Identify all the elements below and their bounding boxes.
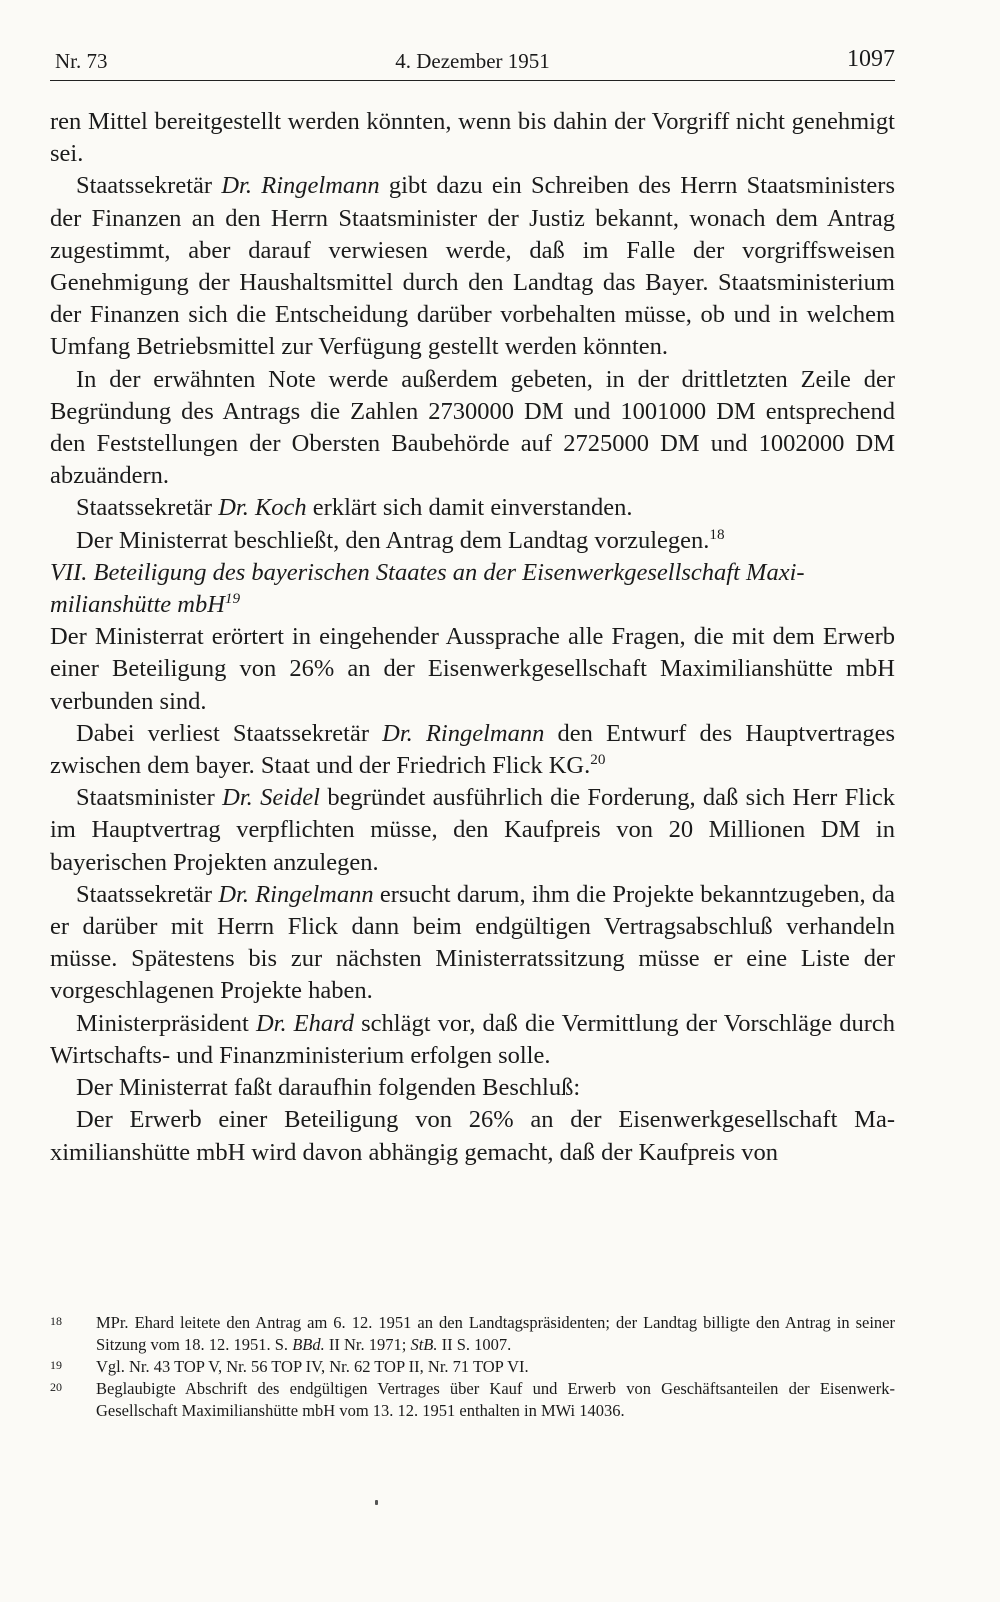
footnote [50, 1312, 895, 1356]
footnote-ref: 20 [590, 750, 606, 768]
footnote [50, 1378, 895, 1422]
paragraph [50, 1008, 895, 1072]
text-run: Staatssekretär [76, 880, 219, 908]
text-run: ersucht darum, ihm die Projekte bekanntzugeben, da er darüber mit Herrn Flick dann beim endgültigen Vertragsabschluß verhandeln müsse. Spätestens bis zur nächsten Ministerratssitzung müsse er eine Liste der vorgeschlagenen Projekte haben. [50, 880, 895, 1005]
body-text [50, 106, 895, 1169]
footnote-ref: 18 [709, 525, 725, 543]
footnote-text: MPr. Ehard leitete den Antrag am 6. 12. 1951 an den Landtagspräsidenten; der Landtag billigte den Antrag in seiner Sitzung vom 18. 12. 1951. S. [96, 1313, 895, 1354]
text-run: Staatssekretär [76, 172, 222, 200]
footnote-text: Beglaubigte Abschrift des endgültigen Vertrages über Kauf und Erwerb von Geschäftsanteilen der Eisenwerk-Gesellschaft Maximilianshütte mbH vom 13. 12. 1951 enthalten in MWi 14036. [96, 1379, 895, 1420]
footnote-abbrev: StB. [410, 1335, 438, 1354]
paragraph: Der Erwerb einer Beteiligung von 26% an der Eisenwerkgesellschaft Maximilianshütte mbH wird davon abhängig gemacht, daß der Kaufpreis von [50, 1106, 895, 1166]
footnote-text: II Nr. 1971; [324, 1335, 411, 1354]
footnote-abbrev: BBd. [292, 1335, 325, 1354]
footnote-number: 20 [50, 1380, 62, 1394]
person-name: Dr. Koch [218, 494, 307, 522]
paragraph [50, 782, 895, 879]
paragraph [50, 170, 895, 363]
document-number: Nr. 73 [55, 49, 108, 73]
paragraph: In der erwähnten Note werde außerdem gebeten, in der drittletzten Zeile der Begründung des Antrags die Zahlen 2730000 DM und 1001000 DM entsprechend den Feststellungen der Obersten Baubehörde auf 2725000 DM und 1002000 DM abzuändern. [50, 365, 895, 490]
paragraph [50, 879, 895, 1008]
footnotes [50, 1312, 895, 1422]
footnote [50, 1356, 895, 1378]
text-run: Dabei verliest Staatssekretär [76, 719, 383, 747]
heading-text: VII. Beteiligung des bayerischen Staates an der Eisenwerkgesellschaft Maximilianshütte mbH [50, 558, 805, 619]
paragraph [50, 525, 895, 557]
paragraph [50, 718, 895, 782]
text-run: begründet ausführlich die Forderung, daß sich Herr Flick im Hauptvertrag verpflichten müsse, den Kaufpreis von 20 Millionen DM in bayerischen Projekten anzulegen. [50, 784, 895, 876]
text-run: Der Ministerrat beschließt, den Antrag dem Landtag vorzulegen. [76, 526, 710, 554]
person-name: Dr. Ringelmann [218, 880, 374, 908]
text-run: schlägt vor, daß die Vermittlung der Vorschläge durch Wirtschafts- und Finanzministerium erfolgen solle. [50, 1009, 896, 1069]
running-head [50, 40, 895, 78]
paragraph: Der Ministerrat faßt daraufhin folgenden Beschluß: [76, 1074, 581, 1102]
text-run: den Entwurf des Hauptvertrages zwischen dem bayer. Staat und der Friedrich Flick KG. [50, 719, 895, 780]
print-speck [375, 1500, 378, 1505]
footnote-text: Vgl. Nr. 43 TOP V, Nr. 56 TOP IV, Nr. 62 TOP II, Nr. 71 TOP VI. [96, 1357, 529, 1376]
paragraph: Der Ministerrat erörtert in eingehender Aussprache alle Fragen, die mit dem Erwerb einer Beteiligung von 26% an der Eisenwerkgesellschaft Maximilianshütte mbH verbunden sind. [50, 623, 895, 715]
text-run: Ministerpräsident [76, 1009, 256, 1037]
footnote-number: 19 [50, 1358, 62, 1372]
footnote-ref: 19 [224, 589, 241, 607]
text-run: gibt dazu ein Schreiben des Herrn Staatsministers der Finanzen an den Herrn Staatsminister der Justiz bekannt, wonach dem Antrag zugestimmt, aber darauf verwiesen werde, daß im Falle der vorgriffsweisen Genehmigung der Haushaltsmittel durch den Landtag das Bayer. Staatsministerium der Finanzen sich die Entscheidung darüber vorbehalten müsse, ob und in welchem Umfang Betriebsmittel zur Verfügung gestellt werden könnten. [50, 172, 895, 361]
page-number: 1097 [847, 46, 895, 72]
footnote-text: II S. 1007. [437, 1335, 512, 1354]
header-date: 4. Dezember 1951 [395, 49, 550, 73]
paragraph [50, 492, 895, 524]
person-name: Dr. Seidel [222, 784, 320, 812]
text-run: erklärt sich damit einverstanden. [306, 494, 633, 522]
header-rule [50, 80, 895, 81]
person-name: Dr. Ringelmann [221, 172, 380, 200]
footnote-number: 18 [50, 1314, 62, 1328]
paragraph: ren Mittel bereitgestellt werden könnten, wenn bis dahin der Vorgriff nicht genehmigt sei. [50, 108, 895, 168]
section-heading [50, 557, 895, 621]
person-name: Dr. Ringelmann [382, 719, 545, 747]
person-name: Dr. Ehard [255, 1009, 355, 1037]
text-run: Staatssekretär [76, 494, 219, 522]
text-run: Staatsminister [76, 784, 223, 812]
